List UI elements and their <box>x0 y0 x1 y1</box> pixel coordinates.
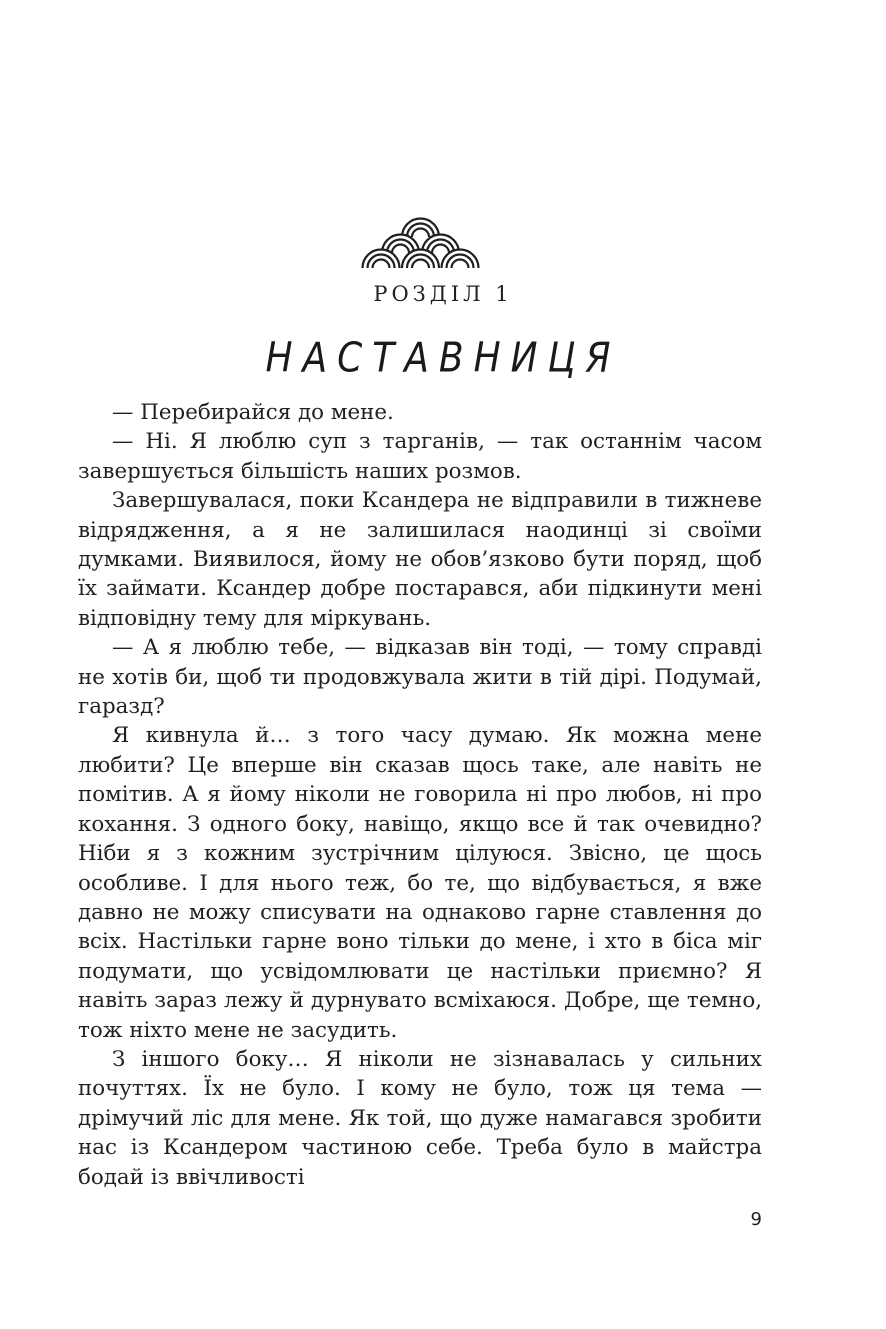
paragraph: Завершувалася, поки Ксандера не відправили в тижневе відрядження, а я не залишилася наодинці зі своїми думками. Виявилося, йому не обов’язково бути поряд, щоб їх займати. Ксандер добре постарався, аби підкинути мені відповідну тему для міркувань. <box>78 488 762 631</box>
paragraph: З іншого боку… Я ніколи не зізнавалась у сильних почуттях. Їх не було. І кому не було, тож ця тема — дрімучий ліс для мене. Як той, що дуже намагався зробити нас із Ксандером частиною себе. Треба було в майстра бодай із ввічливості <box>78 1046 762 1190</box>
paragraph: — Перебирайся до мене. <box>112 400 394 425</box>
paragraph: Я кивнула й… з того часу думаю. Як можна мене любити? Це вперше він сказав щось таке, але навіть не помітив. А я йому ніколи не говорила ні про любов, ні про кохання. З одного боку, навіщо, якщо все й так очевидно? Ніби я з кожним зустрічним цілуюся. Звісно, це щось особливе. І для нього теж, бо те, що відбувається, я вже давно не можу списувати на однаково гарне ставлення до всіх. Настільки гарне воно тільки до мене, і хто в біса міг подумати, що усвідомлювати це настільки приємно? Я навіть зараз лежу й дурнувато всміхаюся. Добре, ще темно, тож ніхто мене не засудить. <box>78 723 762 1043</box>
chapter-title: НАСТАВНИЦЯ <box>265 334 621 383</box>
chapter-body <box>78 398 762 1192</box>
rainbow-arches-icon <box>361 207 480 269</box>
chapter-label: РОЗДІЛ 1 <box>373 282 513 306</box>
paragraph: — А я люблю тебе, — відказав він тоді, — тому справді не хотів би, щоб ти продовжувала жити в тій дірі. Подумай, гаразд? <box>78 635 762 720</box>
page-number: 9 <box>750 1209 762 1230</box>
paragraph: — Ні. Я люблю суп з тарганів, — так останнім часом завершується більшість наших розмов. <box>78 429 762 484</box>
